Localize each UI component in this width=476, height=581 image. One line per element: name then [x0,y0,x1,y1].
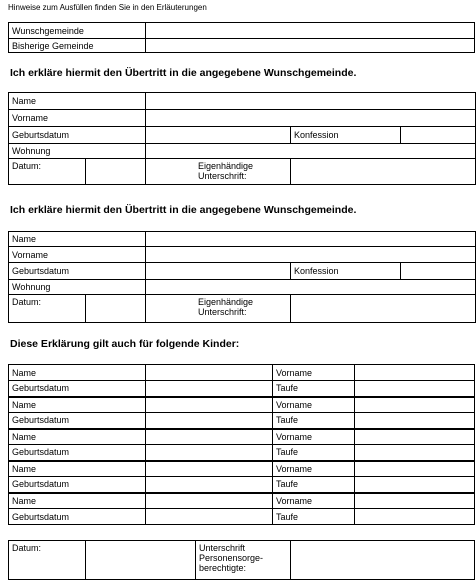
hint-text: Hinweise zum Ausfüllen finden Sie in den Erläuterungen [8,3,207,12]
person-1-table [8,92,476,185]
person-2-geburtsdatum-label: Geburtsdatum [9,263,146,280]
wunschgemeinde-label: Wunschgemeinde [9,23,146,39]
bisherige-gemeinde-label: Bisherige Gemeinde [9,39,146,53]
kind-2-vorname-label: Vorname [273,397,355,413]
kind-2-geburtsdatum-field[interactable] [146,413,273,429]
person-2-konfession-label: Konfession [291,263,401,280]
kind-5-vorname-label: Vorname [273,493,355,509]
person-2-geburtsdatum-field[interactable] [146,263,291,280]
kind-3-name-label: Name [9,429,146,445]
kind-4-taufe-label: Taufe [273,477,355,493]
person-1-heading: Ich erkläre hiermit den Übertritt in die angegebene Wunschgemeinde. [10,67,357,79]
kind-3-geburtsdatum-label: Geburtsdatum [9,445,146,461]
final-signature-table [8,540,475,580]
person-1-konfession-field[interactable] [401,127,476,144]
kind-5-taufe-field[interactable] [355,509,475,525]
kind-3-taufe-field[interactable] [355,445,475,461]
kind-4-vorname-label: Vorname [273,461,355,477]
final-unterschrift-field[interactable] [291,541,475,580]
kind-5-taufe-label: Taufe [273,509,355,525]
person-1-vorname-label: Vorname [9,110,146,127]
kind-2-taufe-label: Taufe [273,413,355,429]
person-2-datum-label: Datum: [9,295,86,323]
person-1-unterschrift-field[interactable] [291,159,476,185]
kind-3-geburtsdatum-field[interactable] [146,445,273,461]
kind-5-geburtsdatum-field[interactable] [146,509,273,525]
person-2-table [8,231,476,323]
person-1-datum-label: Datum: [9,159,86,185]
person-2-unterschrift-label: Eigenhändige Unterschrift: [146,295,291,323]
kind-1-vorname-label: Vorname [273,365,355,381]
kind-1-taufe-field[interactable] [355,381,475,397]
person-1-geburtsdatum-label: Geburtsdatum [9,127,146,144]
kind-2-geburtsdatum-label: Geburtsdatum [9,413,146,429]
kind-2-taufe-field[interactable] [355,413,475,429]
kinder-table [8,364,475,525]
person-2-heading: Ich erkläre hiermit den Übertritt in die angegebene Wunschgemeinde. [10,204,357,216]
kind-1-geburtsdatum-field[interactable] [146,381,273,397]
kind-5-name-field[interactable] [146,493,273,509]
kind-4-name-label: Name [9,461,146,477]
final-datum-field[interactable] [86,541,196,580]
kind-1-vorname-field[interactable] [355,365,475,381]
person-1-konfession-label: Konfession [291,127,401,144]
kinder-heading: Diese Erklärung gilt auch für folgende Kinder: [10,338,240,350]
final-unterschrift-label: Unterschrift Personensorge-berechtigte: [196,541,291,580]
kind-2-name-label: Name [9,397,146,413]
kind-5-vorname-field[interactable] [355,493,475,509]
kind-1-taufe-label: Taufe [273,381,355,397]
person-1-wohnung-label: Wohnung [9,144,146,159]
person-1-wohnung-field[interactable] [146,144,476,159]
person-2-wohnung-field[interactable] [146,280,476,295]
bisherige-gemeinde-field[interactable] [146,39,475,53]
kind-1-name-label: Name [9,365,146,381]
person-1-geburtsdatum-field[interactable] [146,127,291,144]
kind-4-name-field[interactable] [146,461,273,477]
person-1-unterschrift-label: Eigenhändige Unterschrift: [146,159,291,185]
kind-4-geburtsdatum-label: Geburtsdatum [9,477,146,493]
person-2-unterschrift-field[interactable] [291,295,476,323]
kind-1-name-field[interactable] [146,365,273,381]
person-2-konfession-field[interactable] [401,263,476,280]
kind-4-geburtsdatum-field[interactable] [146,477,273,493]
kind-2-name-field[interactable] [146,397,273,413]
person-1-vorname-field[interactable] [146,110,476,127]
kind-3-vorname-field[interactable] [355,429,475,445]
person-2-wohnung-label: Wohnung [9,280,146,295]
kind-2-vorname-field[interactable] [355,397,475,413]
person-2-datum-field[interactable] [86,295,146,323]
wunschgemeinde-field[interactable] [146,23,475,39]
kind-4-vorname-field[interactable] [355,461,475,477]
kind-3-name-field[interactable] [146,429,273,445]
kind-4-taufe-field[interactable] [355,477,475,493]
gemeinde-table [8,22,475,53]
person-2-name-field[interactable] [146,232,476,247]
person-1-name-field[interactable] [146,93,476,110]
person-2-vorname-field[interactable] [146,247,476,263]
person-1-name-label: Name [9,93,146,110]
kind-1-geburtsdatum-label: Geburtsdatum [9,381,146,397]
kind-3-vorname-label: Vorname [273,429,355,445]
kind-3-taufe-label: Taufe [273,445,355,461]
person-2-name-label: Name [9,232,146,247]
final-datum-label: Datum: [9,541,86,580]
person-2-vorname-label: Vorname [9,247,146,263]
kind-5-name-label: Name [9,493,146,509]
kind-5-geburtsdatum-label: Geburtsdatum [9,509,146,525]
person-1-datum-field[interactable] [86,159,146,185]
